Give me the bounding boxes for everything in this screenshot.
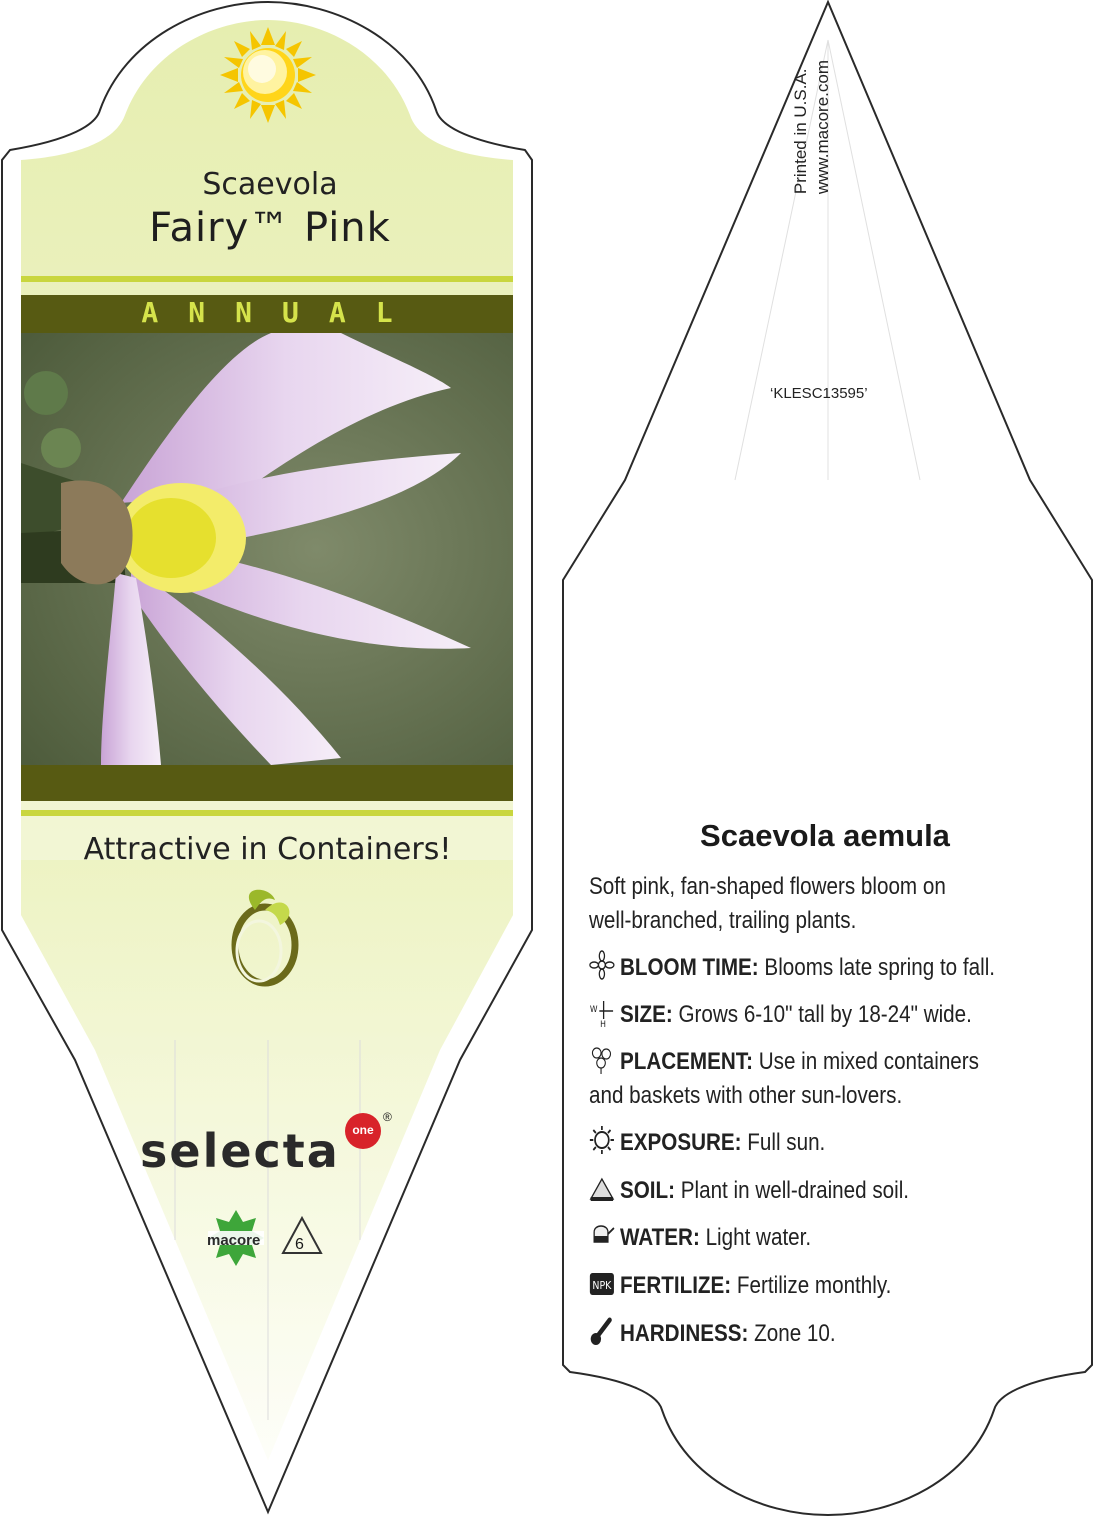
thermometer-icon bbox=[589, 1316, 615, 1346]
flower-photo bbox=[21, 333, 513, 765]
svg-text:W: W bbox=[589, 1003, 598, 1015]
photo-footer-band bbox=[21, 765, 513, 801]
sun-icon bbox=[220, 27, 316, 123]
size-arrows-icon bbox=[589, 997, 615, 1027]
patent-code: ‘KLESC13595’ bbox=[770, 385, 868, 402]
print-info bbox=[790, 60, 834, 194]
attr-exposure: EXPOSURE: Full sun. bbox=[589, 1125, 1028, 1160]
flowers-cluster-icon bbox=[589, 1044, 615, 1074]
npk-icon bbox=[589, 1268, 615, 1298]
attr-hardiness: HARDINESS: Zone 10. bbox=[589, 1316, 1028, 1351]
svg-text:NPK: NPK bbox=[592, 1279, 612, 1293]
brand-wordmark: selecta bbox=[140, 1124, 340, 1178]
plant-variety: Fairy™ Pink bbox=[149, 205, 391, 251]
attr-fertilize: NPK FERTILIZE: Fertilize monthly. bbox=[589, 1268, 1028, 1303]
website: www.macore.com bbox=[813, 60, 832, 195]
printer-logo-text: macore bbox=[207, 1232, 261, 1249]
registered-mark: ® bbox=[383, 1110, 392, 1124]
recycle-code: 6 bbox=[295, 1236, 304, 1253]
sun-outline-icon bbox=[589, 1125, 615, 1155]
attr-soil: SOIL: Plant in well-drained soil. bbox=[589, 1173, 1028, 1208]
soil-icon bbox=[589, 1173, 615, 1203]
flower-icon bbox=[589, 950, 615, 980]
category-label: ANNUAL bbox=[141, 296, 423, 329]
svg-text:H: H bbox=[600, 1018, 607, 1027]
attr-bloom-time: BLOOM TIME: Blooms late spring to fall. bbox=[589, 950, 1028, 985]
attr-water: WATER: Light water. bbox=[589, 1220, 1028, 1255]
brand-badge: one bbox=[345, 1113, 381, 1149]
watering-can-icon bbox=[589, 1220, 615, 1250]
attr-placement: PLACEMENT: Use in mixed containers and baskets with other sun-lovers. bbox=[589, 1044, 1019, 1113]
attr-size: W H SIZE: Grows 6-10" tall by 18-24" wide. bbox=[589, 997, 1028, 1032]
tagline: Attractive in Containers! bbox=[83, 832, 452, 867]
botanical-name: Scaevola aemula bbox=[700, 818, 950, 853]
plant-genus: Scaevola bbox=[202, 167, 338, 202]
printed-in: Printed in U.S.A. bbox=[791, 68, 810, 195]
plant-description: Soft pink, fan-shaped flowers bloom on well-branched, trailing plants. bbox=[589, 873, 946, 934]
